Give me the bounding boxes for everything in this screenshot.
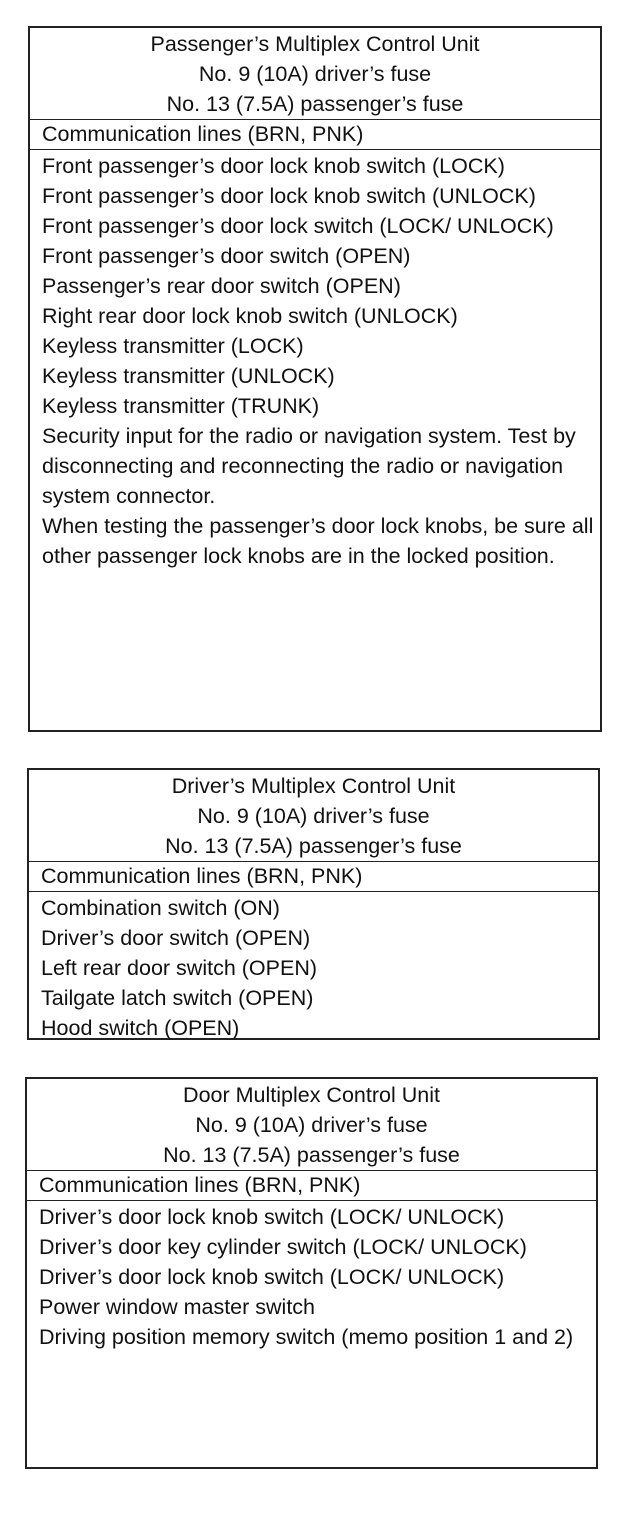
- list-item: Driver’s door key cylinder switch (LOCK/ UNLOCK): [39, 1235, 527, 1259]
- list-item: Keyless transmitter (UNLOCK): [42, 364, 335, 388]
- list-item: Security input for the radio or navigation system. Test by disconnecting and reconnecting the radio or navigation system connector.: [42, 424, 576, 508]
- list-item: Combination switch (ON): [41, 896, 280, 920]
- list-item: Front passenger’s door switch (OPEN): [42, 244, 411, 268]
- driver-fuse-line: No. 9 (10A) driver’s fuse: [195, 1113, 428, 1137]
- list-item: Power window master switch: [39, 1295, 316, 1319]
- list-item: Front passenger’s door lock knob switch (LOCK): [42, 154, 505, 178]
- list-item: Driving position memory switch (memo position 1 and 2): [39, 1325, 574, 1349]
- input-list: [29, 892, 598, 1043]
- passenger-multiplex-unit-box: [28, 26, 602, 732]
- unit-header: [27, 1079, 596, 1171]
- door-multiplex-unit-box: [25, 1077, 598, 1469]
- driver-fuse-line: No. 9 (10A) driver’s fuse: [197, 804, 430, 828]
- unit-title: Door Multiplex Control Unit: [183, 1083, 440, 1107]
- list-item: Front passenger’s door lock knob switch (UNLOCK): [42, 184, 536, 208]
- list-item: Tailgate latch switch (OPEN): [41, 986, 314, 1010]
- list-item: Driver’s door lock knob switch (LOCK/ UNLOCK): [39, 1265, 505, 1289]
- list-item: Driver’s door lock knob switch (LOCK/ UNLOCK): [39, 1205, 505, 1229]
- passenger-fuse-line: No. 13 (7.5A) passenger’s fuse: [163, 1143, 460, 1167]
- passenger-fuse-line: No. 13 (7.5A) passenger’s fuse: [165, 834, 462, 858]
- list-item: Left rear door switch (OPEN): [41, 956, 318, 980]
- unit-title: Driver’s Multiplex Control Unit: [171, 774, 456, 798]
- communication-lines-row: Communication lines (BRN, PNK): [27, 1171, 596, 1201]
- input-list: [27, 1201, 596, 1352]
- list-item: Passenger’s rear door switch (OPEN): [42, 274, 401, 298]
- input-list: [30, 150, 600, 571]
- unit-header: [30, 28, 600, 120]
- driver-multiplex-unit-box: [27, 768, 600, 1040]
- communication-lines-row: Communication lines (BRN, PNK): [29, 862, 598, 892]
- list-item: Right rear door lock knob switch (UNLOCK): [42, 304, 458, 328]
- note-item: When testing the passenger’s door lock knobs, be sure all other passenger lock knobs are in the locked position.: [42, 514, 594, 568]
- list-item: Hood switch (OPEN): [41, 1016, 240, 1040]
- unit-header: [29, 770, 598, 862]
- unit-title: Passenger’s Multiplex Control Unit: [150, 32, 480, 56]
- list-item: Keyless transmitter (TRUNK): [42, 394, 320, 418]
- list-item: Keyless transmitter (LOCK): [42, 334, 304, 358]
- list-item: Driver’s door switch (OPEN): [41, 926, 311, 950]
- list-item: Front passenger’s door lock switch (LOCK/ UNLOCK): [42, 214, 554, 238]
- driver-fuse-line: No. 9 (10A) driver’s fuse: [198, 62, 432, 86]
- communication-lines-row: Communication lines (BRN, PNK): [30, 120, 600, 150]
- passenger-fuse-line: No. 13 (7.5A) passenger’s fuse: [166, 92, 464, 116]
